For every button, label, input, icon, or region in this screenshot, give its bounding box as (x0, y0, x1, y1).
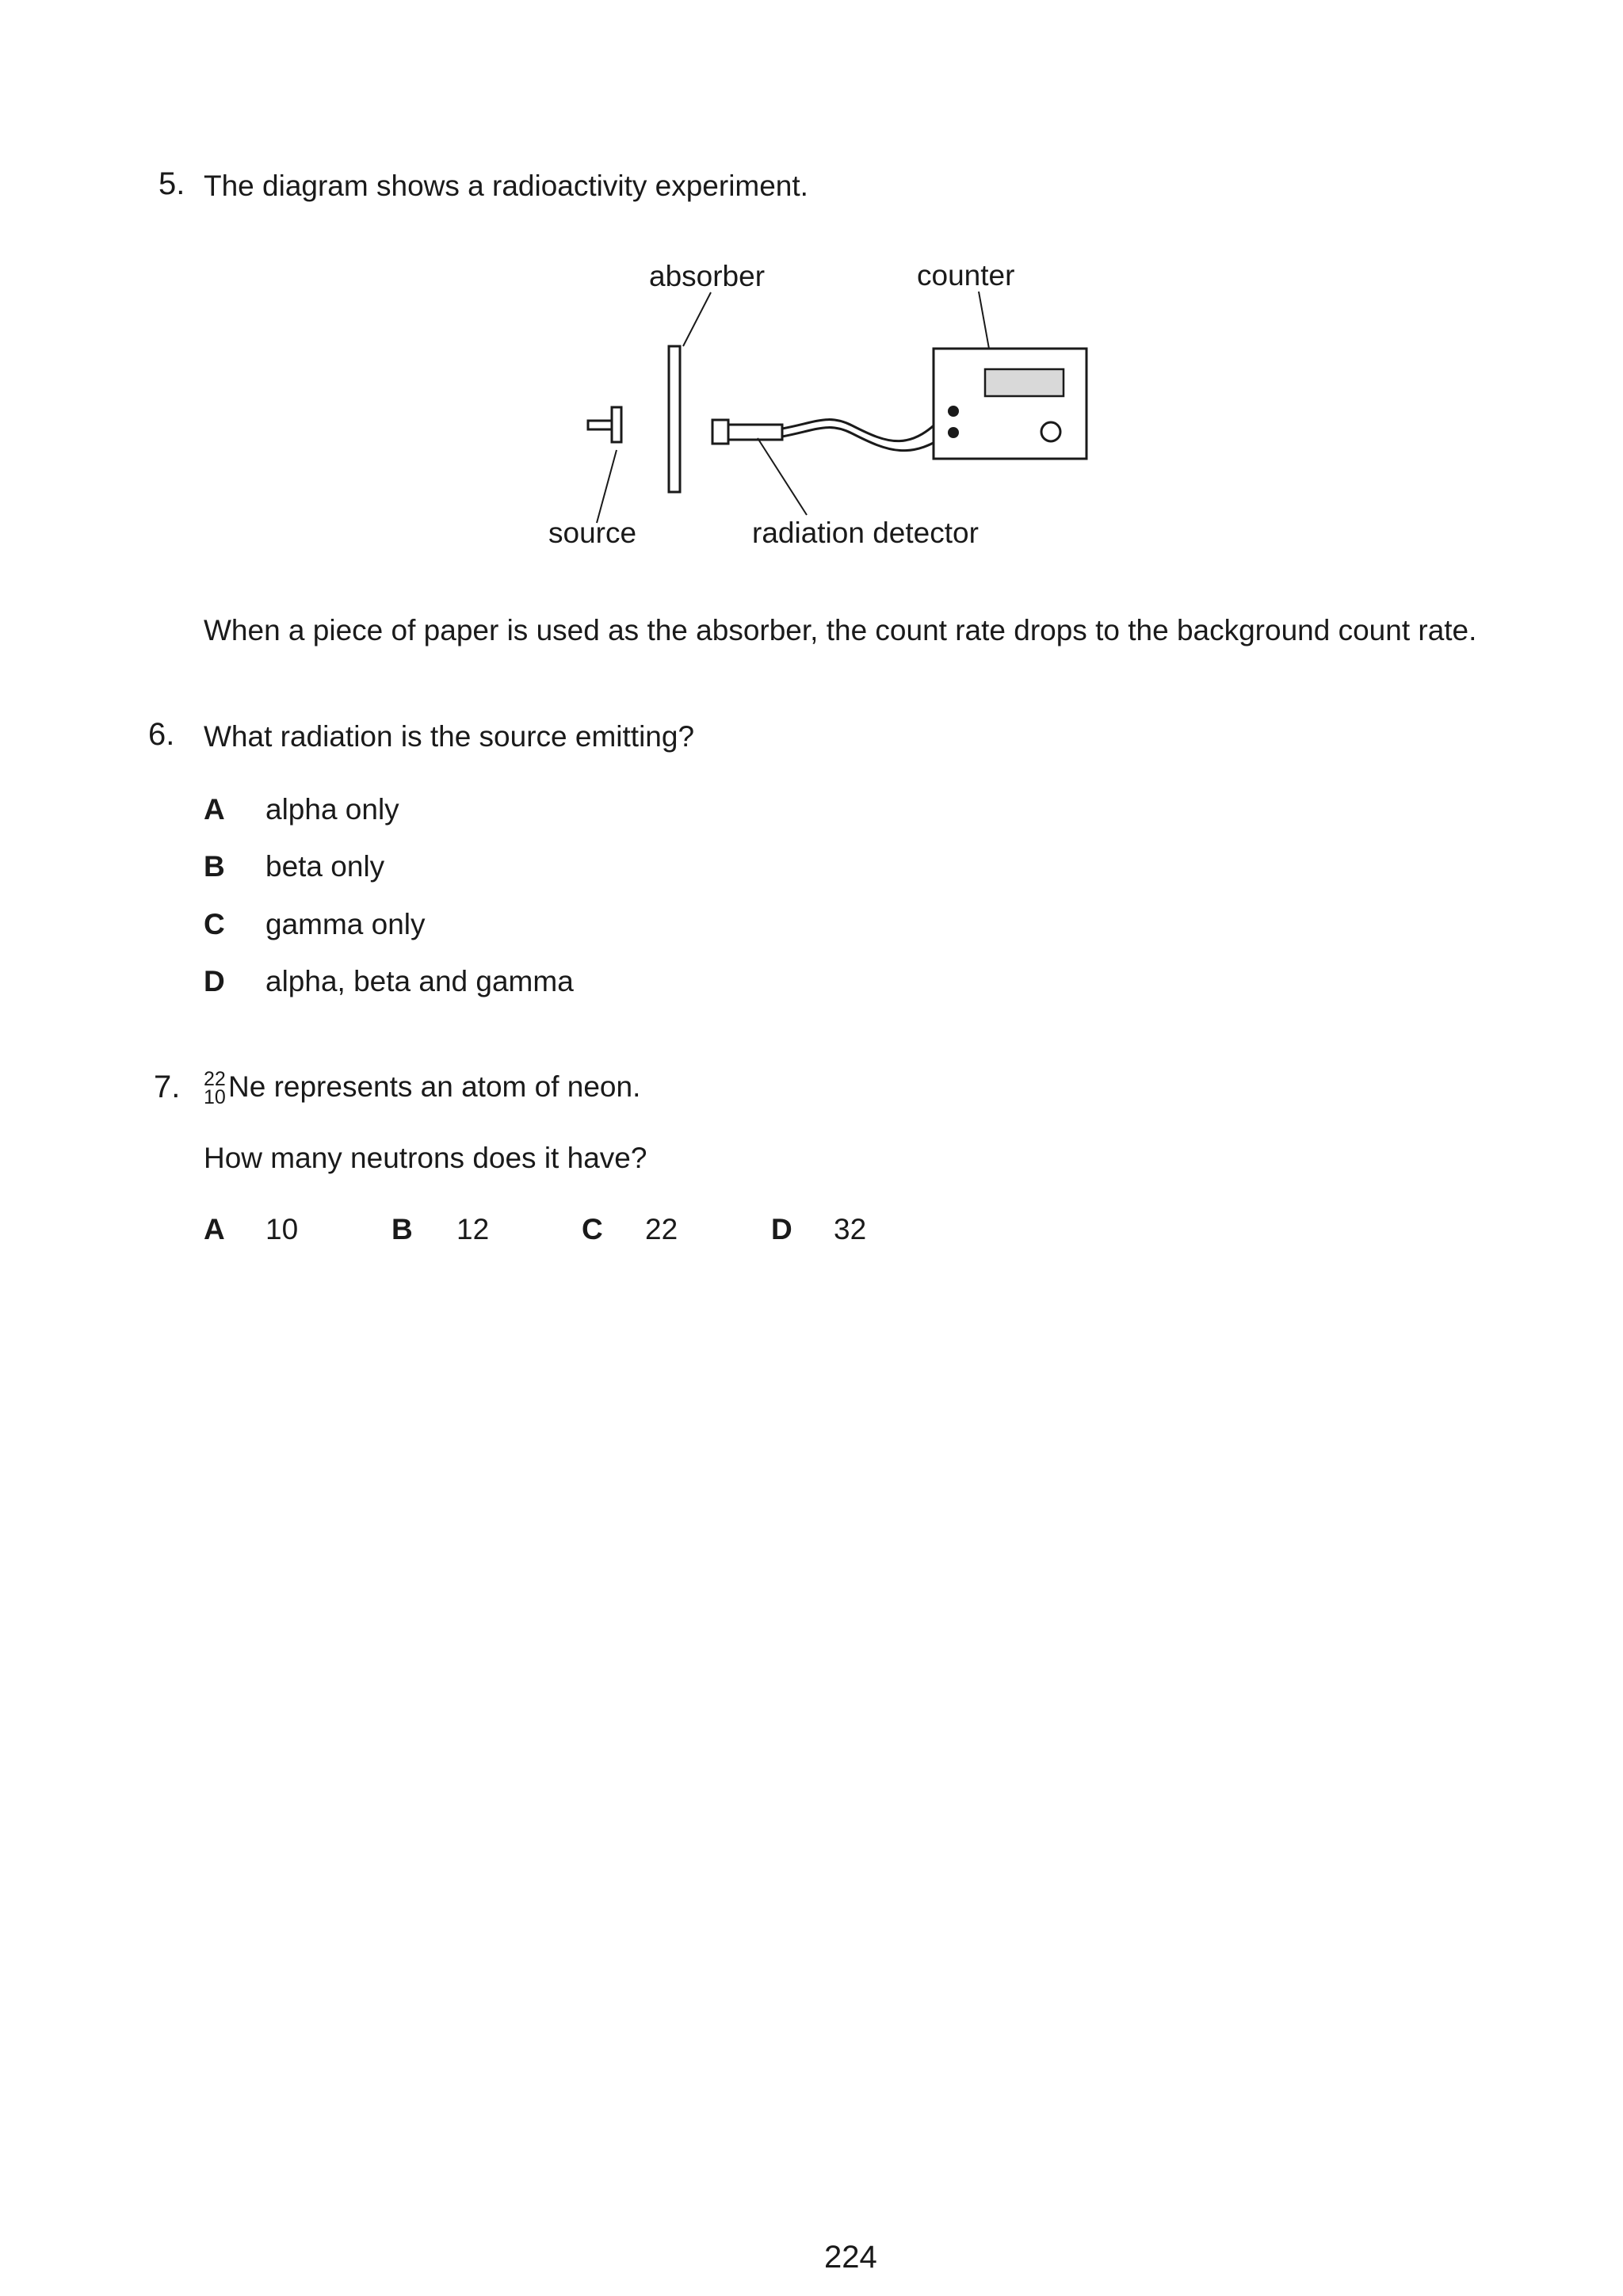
q7-option-d-letter: D (771, 1213, 792, 1245)
question-7-question: How many neutrons does it have? (204, 1142, 647, 1174)
question-6-text: What radiation is the source emitting? (204, 720, 695, 753)
label-source: source (548, 517, 637, 549)
q6-option-a-letter: A (204, 793, 225, 826)
label-absorber: absorber (649, 260, 766, 292)
absorber-plate (669, 346, 680, 492)
q6-option-b-letter: B (204, 850, 225, 883)
q6-option-d-text: alpha, beta and gamma (265, 965, 574, 997)
question-6-number: 6. (148, 717, 175, 752)
radiation-detector-icon (712, 420, 782, 444)
label-radiation-detector: radiation detector (752, 517, 979, 549)
question-7-text (204, 1068, 641, 1109)
label-counter: counter (917, 259, 1015, 292)
detector-cable (782, 412, 947, 441)
question-5-text: The diagram shows a radioactivity experiment. (204, 170, 808, 202)
q7-option-d-text: 32 (834, 1213, 867, 1245)
atomic-number: 10 (204, 1086, 226, 1109)
nuclide-notation (204, 1068, 231, 1109)
q6-option-b-text: beta only (265, 850, 385, 883)
q7-option-a-text: 10 (265, 1213, 299, 1245)
q7-option-c-letter: C (582, 1213, 603, 1245)
q6-option-c-text: gamma only (265, 908, 426, 940)
question-7-statement: Ne represents an atom of neon. (228, 1070, 641, 1103)
mass-number: 22 (204, 1068, 226, 1091)
question-5-paragraph: When a piece of paper is used as the absorber, the count rate drops to the background count rate. (204, 614, 1477, 646)
q7-option-b-text: 12 (456, 1213, 490, 1245)
q6-option-c-letter: C (204, 908, 225, 940)
counter-icon (934, 349, 1086, 459)
q7-option-c-text: 22 (645, 1213, 678, 1245)
question-7-number: 7. (154, 1070, 181, 1104)
q6-option-a-text: alpha only (265, 793, 399, 826)
question-5-number: 5. (158, 166, 185, 201)
q6-option-d-letter: D (204, 965, 225, 997)
page-number: 224 (824, 2240, 877, 2275)
source-icon (588, 407, 621, 442)
q7-option-a-letter: A (204, 1213, 225, 1245)
q7-option-b-letter: B (391, 1213, 413, 1245)
